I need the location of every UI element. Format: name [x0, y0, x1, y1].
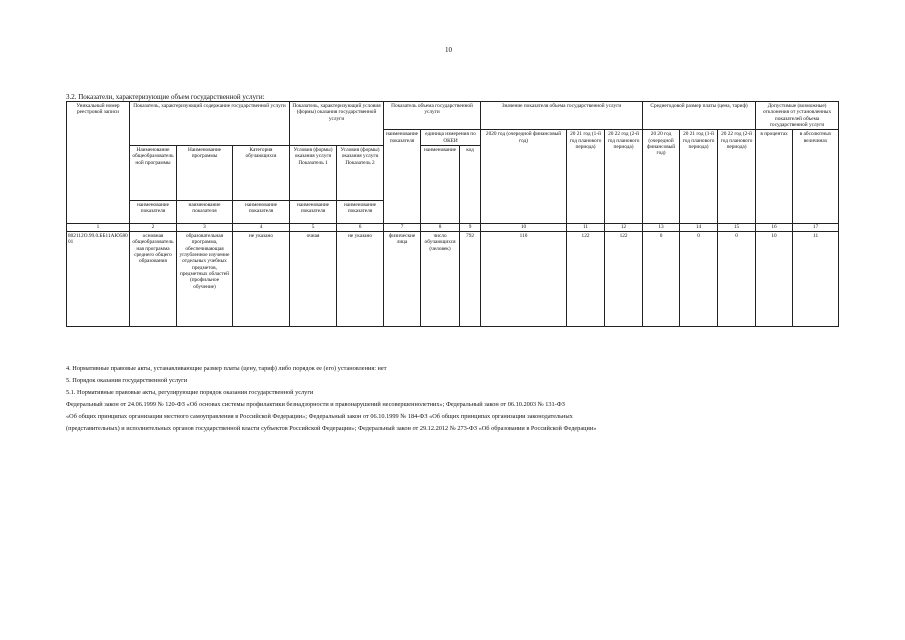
cell-program: образовательная программа, обеспечивающая углубленное изучение отдельных учебных предметов, предметных областей (профильное обучение)	[177, 232, 233, 327]
volume-indicators-table	[66, 101, 839, 327]
header-avg-price: Среднегодовой размер платы (цена, тариф)	[643, 102, 756, 130]
note-line: 4. Нормативные правовые акты, устанавливающие размер платы (цену, тариф) либо порядок ее (его) установления: нет	[66, 365, 387, 372]
header-col-program-general: Наименование общеобразовательной программы	[130, 146, 177, 201]
header-year-2020: 2020 год (очередной финансовый год)	[481, 130, 567, 224]
header-year-2021: 20 21 год (1-й год планового периода)	[567, 130, 605, 224]
note-line: 5. Порядок оказания государственной услуги	[66, 377, 188, 384]
header-conditions-indicator: Показатель, характеризующий условия (формы) оказания государственной услуги	[290, 102, 384, 146]
header-col-program: Наименование программы	[177, 146, 233, 201]
cell-value-2020: 110	[481, 232, 567, 327]
header-volume-indicator: Показатель объема государственной услуги	[384, 102, 481, 130]
cell-indicator-name: физические лица	[384, 232, 421, 327]
cell-cond1: очная	[290, 232, 337, 327]
cell-category: не указано	[233, 232, 290, 327]
subheader-name-2: наименование показателя	[130, 201, 177, 224]
cell-registry-number: 802112О.99.0.ББ11АЮ58001	[67, 232, 130, 327]
section-title: 3.2. Показатели, характеризующие объем государственной услуги:	[66, 93, 265, 101]
note-line: (представительных) и исполнительных органов государственной власти субъектов Российской Федерации»; Федеральный закон от 29.12.2012 № 273-ФЗ «Об образовании в Российской Федерации»	[66, 425, 597, 432]
cell-unit-name: число обучающихся (человек)	[421, 232, 460, 327]
column-number: 14	[680, 224, 718, 232]
column-numbers-row	[67, 224, 839, 232]
column-number: 5	[290, 224, 337, 232]
column-number: 7	[384, 224, 421, 232]
header-content-indicator: Показатель, характеризующий содержание государственной услуги	[130, 102, 290, 146]
column-number: 12	[605, 224, 643, 232]
column-number: 4	[233, 224, 290, 232]
cell-cond2: не указано	[337, 232, 384, 327]
column-number: 9	[460, 224, 481, 232]
subheader-name-5: наименование показателя	[290, 201, 337, 224]
cell-unit-code: 792	[460, 232, 481, 327]
cell-value-2022: 122	[605, 232, 643, 327]
regulatory-notes	[66, 363, 846, 435]
column-number: 1	[67, 224, 130, 232]
header-okei-unit: единица измерения по ОКЕИ	[421, 130, 481, 146]
cell-price-2020: 0	[643, 232, 680, 327]
column-number: 16	[756, 224, 793, 232]
header-indicator-name: наименование показателя	[384, 130, 421, 224]
cell-deviation-absolute: 11	[793, 232, 839, 327]
header-okei-code: код	[460, 146, 481, 224]
header-deviations: Допустимые (возможные) отклонения от установленных показателей объема государственной услуги	[756, 102, 839, 130]
header-year-2022: 20 22 год (2-й год планового периода)	[605, 130, 643, 224]
cell-price-2021: 0	[680, 232, 718, 327]
subheader-name-3: наименование показателя	[177, 201, 233, 224]
header-col-cond2: Условия (формы) оказания услуги Показатель 2	[337, 146, 384, 201]
header-price-2022: 20 22 год (2-й год планового периода)	[718, 130, 756, 224]
note-line: 5.1. Нормативные правовые акты, регулирующие порядок оказания государственной услуги	[66, 389, 314, 396]
header-price-2021: 20 21 год (1-й год планового периода)	[680, 130, 718, 224]
header-registry-number: Уникальный номер реестровой записи	[67, 102, 130, 224]
column-number: 3	[177, 224, 233, 232]
column-number: 6	[337, 224, 384, 232]
header-in-percent: в процентах	[756, 130, 793, 224]
note-line: Федеральный закон от 24.06.1999 № 120-ФЗ «Об основах системы профилактики безнадзорности и правонарушений несовершеннолетних»; Федеральный закон от 06.10.2003 № 131-ФЗ	[66, 401, 565, 408]
column-number: 17	[793, 224, 839, 232]
page-number: 10	[445, 46, 452, 54]
subheader-name-4: наименование показателя	[233, 201, 290, 224]
cell-value-2021: 122	[567, 232, 605, 327]
header-volume-value: Значение показателя объема государственной услуги	[481, 102, 643, 130]
subheader-name-6: наименование показателя	[337, 201, 384, 224]
column-number: 8	[421, 224, 460, 232]
table-row	[67, 232, 839, 327]
cell-deviation-percent: 10	[756, 232, 793, 327]
column-number: 13	[643, 224, 680, 232]
cell-program-general: основная общеобразовательная программа среднего общего образования	[130, 232, 177, 327]
header-col-cond1: Условия (формы) оказания услуги Показатель 1	[290, 146, 337, 201]
note-line: «Об общих принципах организации местного самоуправления в Российской Федерации»; Федеральный закон от 06.10.1999 № 184-ФЗ «Об общих принципах организации законодательных	[66, 413, 573, 420]
column-number: 11	[567, 224, 605, 232]
column-number: 2	[130, 224, 177, 232]
column-number: 15	[718, 224, 756, 232]
header-col-category: Категория обучающихся	[233, 146, 290, 201]
column-number: 10	[481, 224, 567, 232]
header-in-absolute: в абсолютных величинах	[793, 130, 839, 224]
header-okei-name: наименование	[421, 146, 460, 224]
header-price-2020: 20 20 год (очередной финансовый год)	[643, 130, 680, 224]
cell-price-2022: 0	[718, 232, 756, 327]
